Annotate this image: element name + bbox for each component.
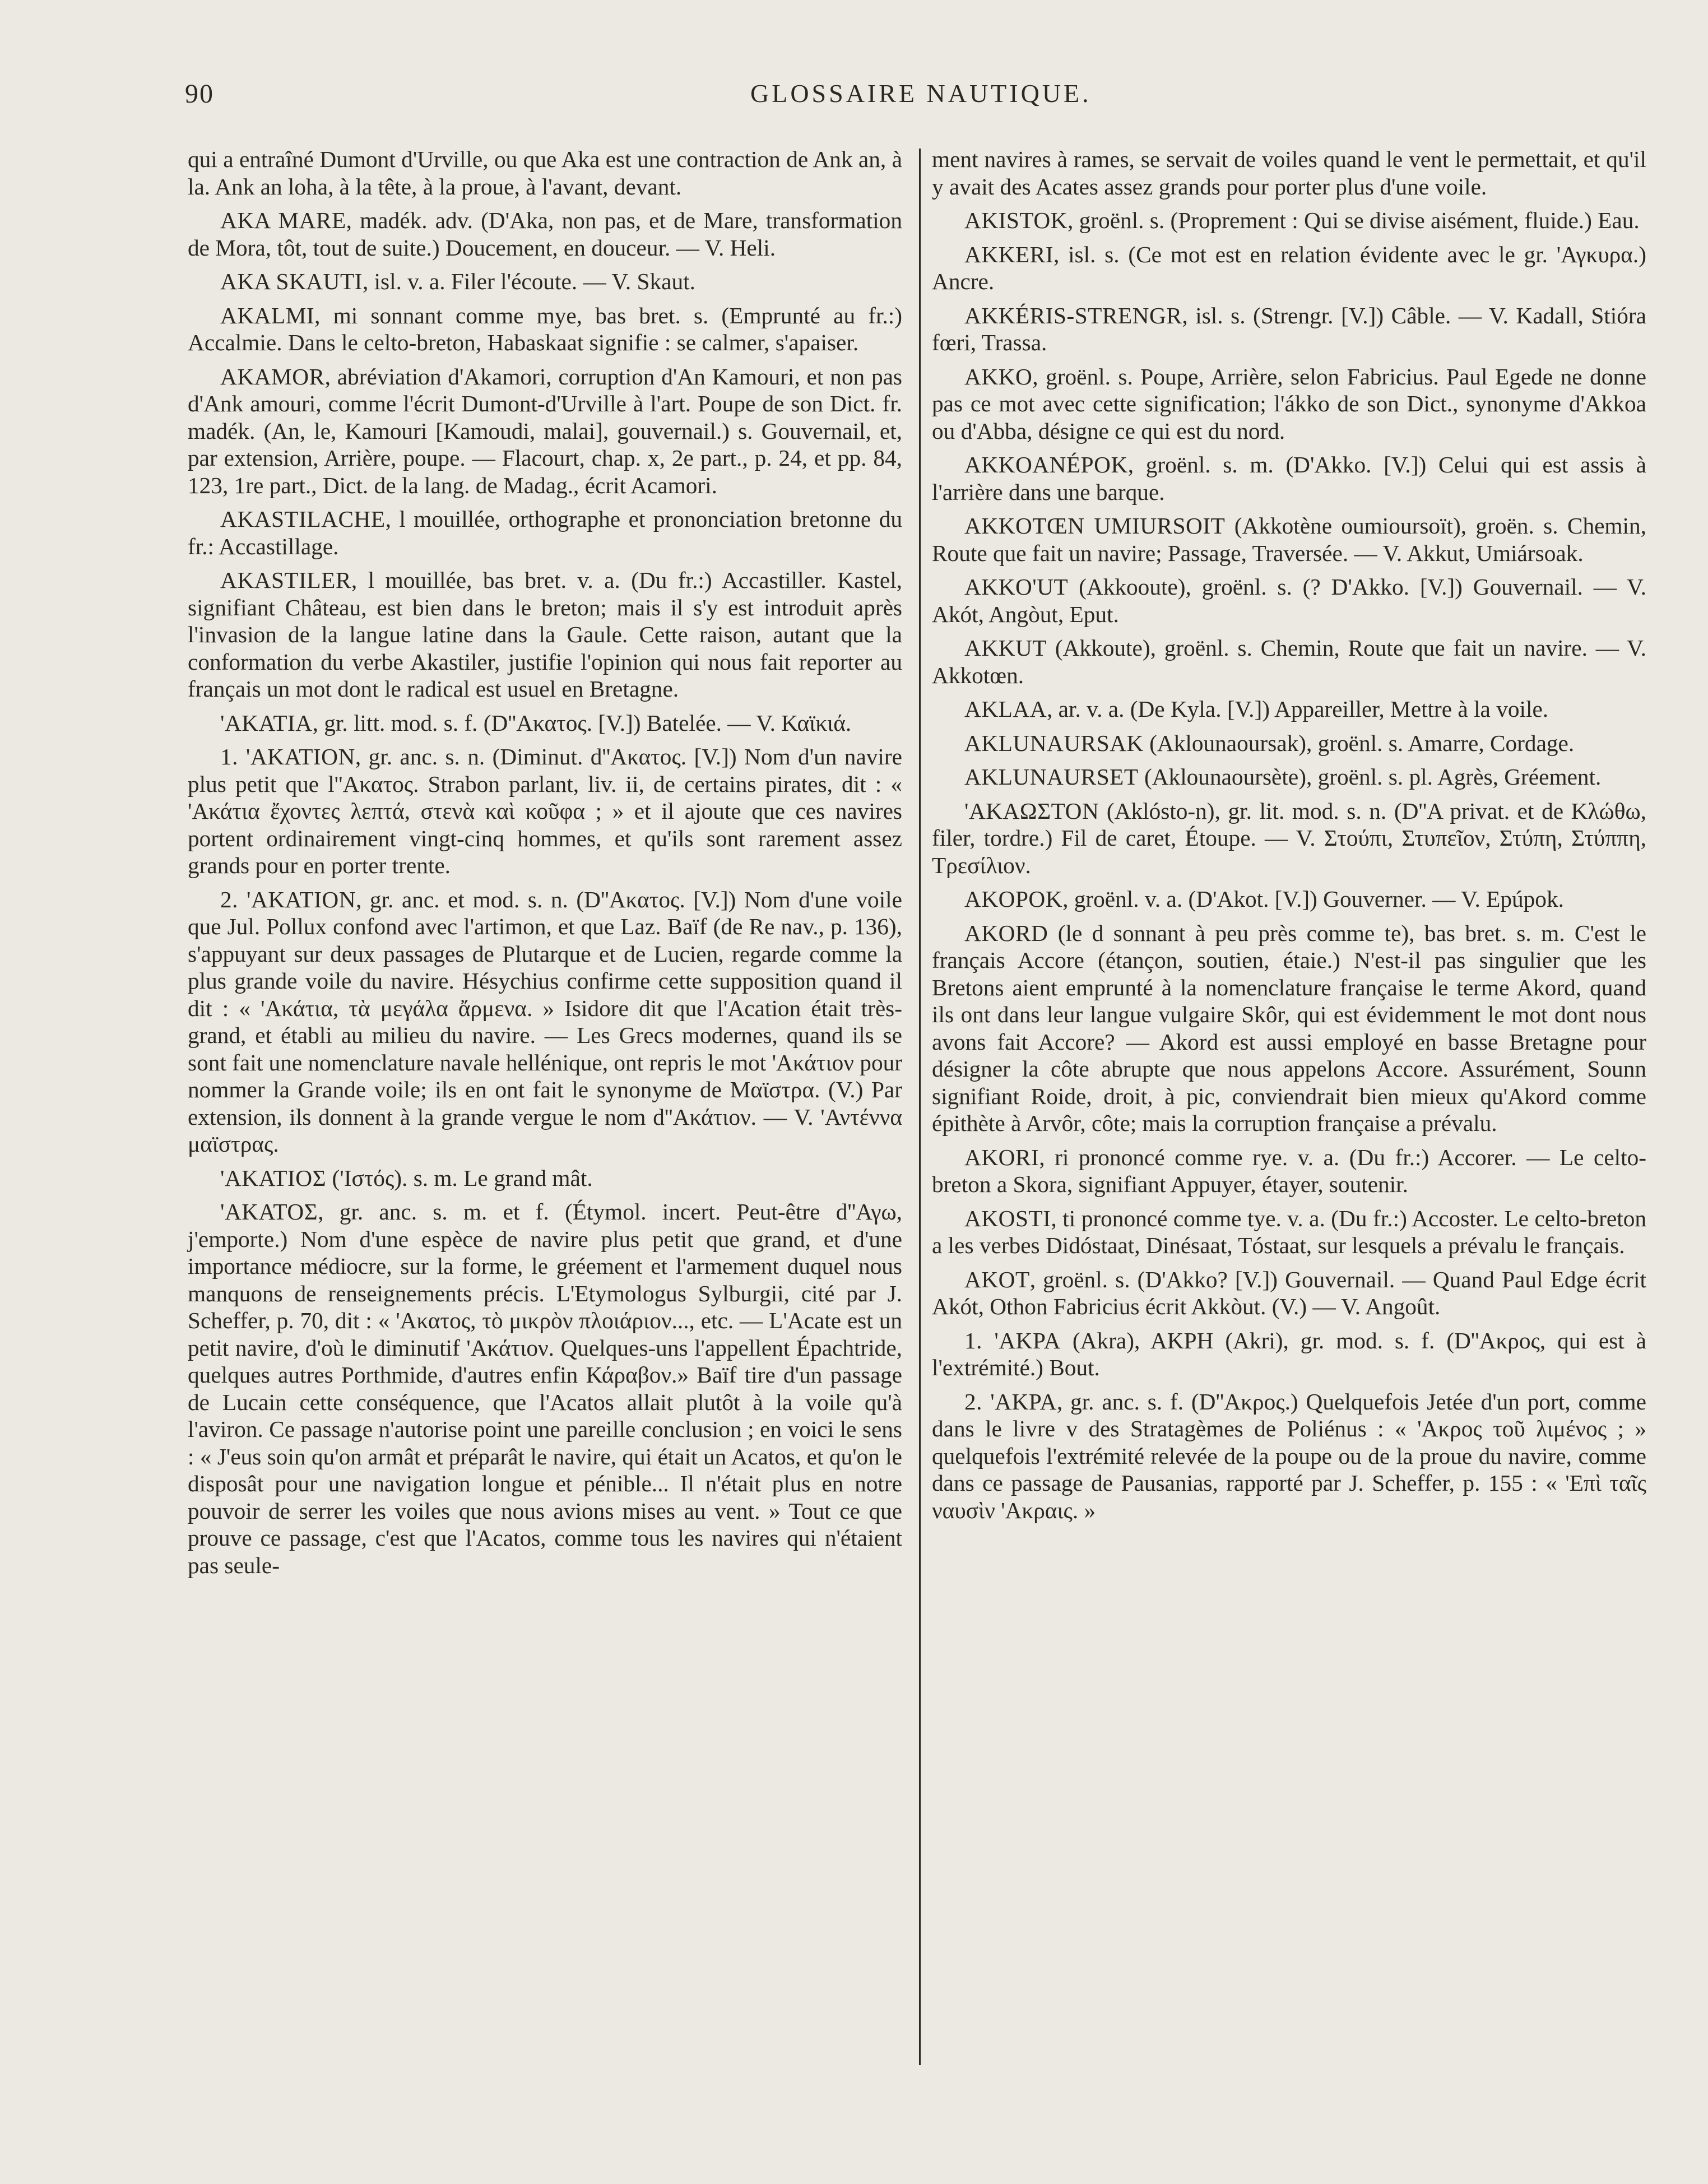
glossary-entry [188, 886, 902, 1158]
entry-headword: AKLAA [964, 696, 1047, 722]
entry-text: , gr. anc. s. m. et f. (Étymol. incert. Peut-être d''Αγω, j'emporte.) Nom d'une espèce de navire plus petit que grand, et d'une importance médiocre, sur la forme, le gréement et l'armement duquel nous manquons de renseignements précis. L'Etymologus Sylburgii, cité par J. Scheffer, p. 70, dit : « 'Ακατος, τὸ μικρὸν πλοιάριον..., etc. — L'Acate est un petit navire, d'où le diminutif 'Ακάτιον. Quelques-uns l'appellent Épachtride, quelques autres Porthmide, d'autres enfin Κάραβον.» Baïf tire d'un passage de Lucain cette conséquence, que l'Acatos allait plutôt à la voile qu'à l'aviron. Ce passage n'autorise point une pareille conclusion ; en voici le sens : « J'eus soin qu'on armât et préparât le navire, qui était un Acatos, et qu'on le disposât pour une navigation longue et pénible... Il n'était plus en notre pouvoir de serrer les voiles que nous avions mises au vent. » Tout ce que prouve ce passage, c'est que l'Acatos, comme tous les navires qui n'étaient pas seule- [188, 1199, 902, 1578]
entry-headword: AKORD [964, 920, 1048, 946]
entry-text: , madék. adv. (D'Aka, non pas, et de Mare, transformation de Mora, tôt, tout de suite.) Doucement, en douceur. — V. Heli. [188, 207, 902, 261]
glossary-entry [932, 920, 1646, 1137]
glossary-entry [932, 1144, 1646, 1198]
entry-text: (Aklounaoursak), groënl. s. Amarre, Cordage. [1143, 730, 1575, 756]
entry-text: qui a entraîné Dumont d'Urville, ou que Aka est une contraction de Ank an, à la. Ank an loha, à la tête, à la proue, à l'avant, devant. [188, 146, 902, 200]
page-number: 90 [185, 79, 214, 109]
entry-text: , groënl. s. (D'Akko? [V.]) Gouvernail. — Quand Paul Edge écrit Akót, Othon Fabricius écrit Akkòut. (V.) — V. Angoût. [932, 1266, 1646, 1319]
entry-headword: 2. 'AKPA [964, 1388, 1057, 1415]
entry-text: , groënl. s. (Proprement : Qui se divise aisément, fluide.) Eau. [1068, 207, 1640, 233]
entry-headword: 1. 'AKATION [220, 744, 355, 769]
glossary-entry [932, 1266, 1646, 1320]
entry-headword: AKA SKAUTI [220, 268, 363, 294]
right-column [932, 146, 1646, 1531]
glossary-entry [932, 146, 1646, 200]
glossary-entry [188, 207, 902, 261]
entry-headword: AKA MARE [220, 207, 346, 233]
entry-text: , isl. s. (Ce mot est en relation évidente avec le gr. 'Αγκυρα.) Ancre. [932, 241, 1646, 294]
entry-headword: AKLUNAURSAK [964, 730, 1144, 756]
entry-headword: 1. 'AKPA [964, 1327, 1061, 1353]
entry-text: , l mouillée, bas bret. v. a. (Du fr.:) Accastiller. Kastel, signifiant Château, est bien dans le breton; mais il s'y est introduit après l'invasion de la langue latine dans la Gaule. Cette raison, autant que la conformation du verbe Akastiler, justifie l'opinion qui nous fait reporter au français un mot dont le radical est usuel en Bretagne. [188, 567, 902, 702]
glossary-entry [932, 573, 1646, 628]
entry-text: , gr. anc. s. n. (Diminut. d''Ακατος. [V.]) Nom d'un navire plus petit que l''Ακατος. Strabon parlant, liv. ii, de certains pirates, dit : « 'Ακάτια ἔχοντες λεπτά, στενὰ καὶ κοῦφα ; » et il ajoute que ces navires portent ordinairement vingt-cinq hommes, et qu'ils sont rarement assez grands pour en porter trente. [188, 744, 902, 878]
entry-text: (Akkooute), groënl. s. (? D'Akko. [V.]) Gouvernail. — V. Akót, Angòut, Eput. [932, 574, 1646, 627]
entry-headword: 2. 'AKATION [220, 886, 356, 912]
column-divider [919, 149, 921, 2065]
entry-text: , l mouillée, orthographe et prononciation bretonne du fr.: Accastillage. [188, 506, 902, 559]
glossary-entry [932, 730, 1646, 757]
entry-text: , gr. anc. et mod. s. n. (D''Ακατος. [V.]) Nom d'une voile que Jul. Pollux confond avec l'artimon, et que Laz. Baïf (de Re nav., p. 136), s'appuyant sur deux passages de Plutarque et de Lucien, regarde comme la plus grande voile du navire. Hésychius confirme cette supposition quand il dit : « 'Ακάτια, τὰ μεγάλα ἄρμενα. » Isidore dit que l'Acation était très-grand, et établi au milieu du navire. — Les Grecs modernes, quand ils se sont fait une nomenclature navale hellénique, ont repris le mot 'Ακάτιον pour nommer la Grande voile; ils en ont fait le synonyme de Μαϊστρα. (V.) Par extension, ils donnent à la grande vergue le nom d''Ακάτιον. — V. 'Αντέννα μαϊστρας. [188, 886, 902, 1157]
entry-text: , ar. v. a. (De Kyla. [V.]) Appareiller, Mettre à la voile. [1047, 696, 1549, 722]
glossary-entry [932, 885, 1646, 913]
glossary-entry [188, 710, 902, 737]
glossary-entry [932, 451, 1646, 506]
entry-headword: AKKÉRIS-STRENGR [964, 302, 1182, 328]
glossary-entry [932, 763, 1646, 791]
glossary-entry [932, 241, 1646, 295]
glossary-entry [188, 146, 902, 200]
entry-headword: AKKO'UT [964, 574, 1069, 600]
entry-text: , abréviation d'Akamori, corruption d'An Kamouri, et non pas d'Ank amouri, comme l'écrit Dumont-d'Urville à l'art. Poupe de son Dict. fr. madék. (An, le, Kamouri [Kamoudi, malai], gouvernail.) s. Gouvernail, et, par extension, Arrière, poupe. — Flacourt, chap. x, 2e part., p. 24, et pp. 84, 123, 1re part., Dict. de la lang. de Madag., écrit Acamori. [188, 363, 902, 498]
entry-text: , groënl. v. a. (D'Akot. [V.]) Gouverner. — V. Epúpok. [1062, 886, 1564, 912]
entry-text: (Akkoute), groënl. s. Chemin, Route que fait un navire. — V. Akkotœn. [932, 635, 1646, 688]
glossary-entry [932, 302, 1646, 356]
entry-text: , isl. s. (Strengr. [V.]) Câble. — V. Kadall, Stióra fœri, Trassa. [932, 302, 1646, 355]
entry-text: , ti prononcé comme tye. v. a. (Du fr.:) Accoster. Le celto-breton a les verbes Didóstaat, Dinésaat, Tóstaat, sur lesquels a prévalu le français. [932, 1205, 1646, 1258]
glossary-entry [188, 1165, 902, 1192]
left-column [188, 146, 902, 1585]
entry-headword: AKKOANÉPOK [964, 452, 1128, 477]
glossary-entry [932, 1205, 1646, 1259]
entry-text: , mi sonnant comme mye, bas bret. s. (Emprunté au fr.:) Accalmie. Dans le celto-breton, Habaskaat signifie : se calmer, s'apaiser. [188, 302, 902, 355]
entry-headword: AKOSTI [964, 1205, 1051, 1231]
entry-headword: 'AKATIA [220, 710, 313, 736]
glossary-entry [932, 634, 1646, 689]
entry-headword: AKALMI [220, 302, 315, 328]
glossary-entry [188, 268, 902, 295]
entry-headword: 'AKATIOΣ [220, 1165, 327, 1191]
glossary-entry [932, 1327, 1646, 1381]
entry-headword: AKKO [964, 363, 1033, 389]
entry-headword: AKORI [964, 1144, 1039, 1170]
glossary-entry [932, 512, 1646, 567]
entry-text: ment navires à rames, se servait de voiles quand le vent le permettait, et qu'il y avait des Acates assez grands pour porter plus d'une voile. [932, 146, 1646, 200]
entry-text: , isl. v. a. Filer l'écoute. — V. Skaut. [362, 268, 695, 294]
glossary-entry [188, 363, 902, 499]
entry-headword: AKASTILACHE [220, 506, 386, 532]
entry-text: , gr. anc. s. f. (D''Ακρος.) Quelquefois Jetée d'un port, comme dans le livre v des Stratagèmes de Poliénus : « 'Ακρος τοῦ λιμένος ; » quelquefois l'extrémité relevée de la poupe ou de la proue du navire, comme dans ce passage de Pausanias, rapporté par J. Scheffer, p. 155 : « 'Επὶ ταῖς ναυσὶν 'Ακραις. » [932, 1388, 1646, 1523]
entry-text: (Akkotène oumioursoït), groën. s. Chemin, Route que fait un navire; Passage, Traversée. — V. Akkut, Umiársoak. [932, 513, 1646, 566]
entry-headword: AKKUT [964, 635, 1047, 661]
glossary-entry [932, 695, 1646, 723]
entry-text: , groënl. s. m. (D'Akko. [V.]) Celui qui est assis à l'arrière dans une barque. [932, 452, 1646, 505]
glossary-entry [932, 363, 1646, 445]
entry-headword: AKAMOR [220, 363, 325, 389]
entry-headword: AKKERI [964, 241, 1053, 267]
entry-text: (Akra), AKPH (Akri), gr. mod. s. f. (D''Ακρος, qui est à l'extrémité.) Bout. [932, 1327, 1646, 1380]
glossary-entry [188, 302, 902, 356]
entry-text: (Aklósto-n), gr. lit. mod. s. n. (D''A privat. et de Κλώθω, filer, tordre.) Fil de caret, Étoupe. — V. Στούπι, Στυπεῖον, Στύπη, Στύππη, Τρεσίλιον. [932, 797, 1646, 878]
glossary-entry [188, 743, 902, 879]
page-title: GLOSSAIRE NAUTIQUE. [750, 79, 1092, 108]
entry-headword: AKISTOK [964, 207, 1068, 233]
entry-headword: AKKOTŒN UMIURSOIT [964, 513, 1226, 539]
glossary-entry [188, 506, 902, 560]
entry-headword: AKOPOK [964, 886, 1063, 912]
entry-text: , gr. litt. mod. s. f. (D''Ακατος. [V.]) Batelée. — V. Καϊκιά. [312, 710, 852, 736]
glossary-entry [188, 1198, 902, 1579]
entry-headword: AKLUNAURSET [964, 764, 1139, 790]
glossary-entry [188, 567, 902, 703]
entry-text: (le d sonnant à peu près comme te), bas bret. s. m. C'est le français Accore (étançon, soutien, étaie.) N'est-il pas singulier que les Bretons aient emprunté à la nomenclature française le terme Akord, quand ils ont dans leur langue vulgaire Skôr, qui est évidemment le mot dont nous avons fait Accore? — Akord est aussi employé en basse Bretagne pour désigner la côte abrupte que nous appelons Accore. Assurément, Sounn signifiant Roide, droit, à pic, conviendrait bien mieux qu'Akord comme épithète à Arvôr, côte; mais la corruption française a prévalu. [932, 920, 1646, 1136]
glossary-entry [932, 797, 1646, 879]
entry-headword: AKASTILER [220, 567, 351, 593]
entry-text: , ri prononcé comme rye. v. a. (Du fr.:) Accorer. — Le celto-breton a Skora, signifiant Appuyer, étayer, soutenir. [932, 1144, 1646, 1197]
glossary-entry [932, 207, 1646, 234]
entry-text: ('Ιστός). s. m. Le grand mât. [326, 1165, 593, 1191]
entry-text: , groënl. s. Poupe, Arrière, selon Fabricius. Paul Egede ne donne pas ce mot avec cette signification; l'ákko de son Dict., synonyme d'Akkoa ou d'Abba, désigne ce qui est du nord. [932, 363, 1646, 444]
entry-headword: 'AKATOΣ [220, 1199, 318, 1225]
entry-headword: 'AKAΩΣTON [964, 797, 1099, 824]
glossary-entry [932, 1388, 1646, 1524]
entry-headword: AKOT [964, 1266, 1030, 1292]
entry-text: (Aklounaoursète), groënl. s. pl. Agrès, Gréement. [1138, 764, 1602, 790]
